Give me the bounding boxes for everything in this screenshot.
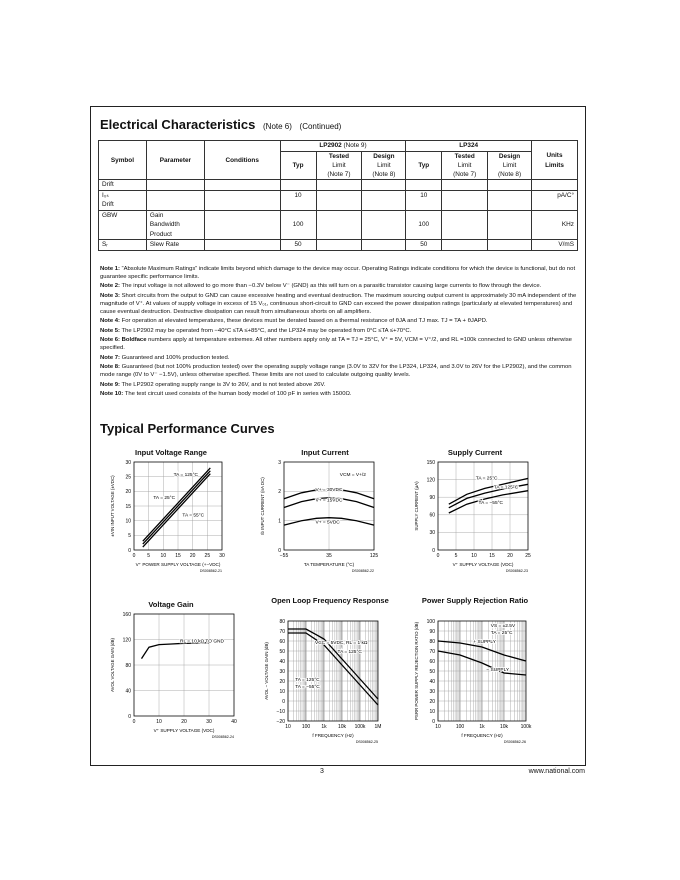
y-tick-label: 40	[429, 678, 435, 685]
y-tick-label: 1	[278, 518, 281, 525]
y-tick-label: 70	[429, 648, 435, 655]
x-tick-label: 10	[160, 553, 167, 559]
y-tick-label: 2	[278, 489, 281, 496]
cell-parameter: Bandwidth	[146, 220, 204, 230]
x-axis-label: V⁺ SUPPLY VOLTAGE (VDC)	[153, 728, 215, 733]
x-tick-label: 1M	[374, 724, 382, 730]
cell-parameter: Slew Rate	[146, 240, 204, 251]
y-tick-label: 30	[429, 530, 435, 537]
x-axis-label: f FREQUENCY (Hz)	[461, 733, 503, 738]
x-tick-label: 100k	[520, 724, 532, 730]
x-tick-label: 0	[132, 719, 136, 725]
ec-title-text: Electrical Characteristics	[100, 117, 256, 132]
x-tick-label: 10	[156, 719, 162, 725]
x-tick-label: 30	[206, 719, 212, 725]
y-tick-label: 50	[279, 648, 285, 655]
y-tick-label: 40	[279, 658, 285, 665]
plot-title: Voltage Gain	[148, 600, 194, 609]
x-axis-label: V⁺ POWER SUPPLY VOLTAGE (+−VDC)	[135, 562, 221, 567]
x-tick-label: 1k	[479, 724, 485, 730]
header-row-1	[99, 141, 578, 152]
x-tick-label: 100k	[354, 724, 366, 730]
supply-current-chart	[404, 455, 558, 584]
y-tick-label: 100	[426, 618, 435, 625]
y-tick-label: 80	[429, 638, 435, 645]
header-limit-4: Limit (Note 8)	[488, 161, 532, 180]
y-axis-label: Ib INPUT CURRENT (nA DC)	[260, 477, 265, 535]
x-tick-label: 25	[525, 553, 531, 559]
series-label: TA = −55°C	[478, 501, 503, 507]
header-tested-2: Tested	[442, 151, 488, 161]
x-tick-label: 0	[132, 553, 136, 559]
y-tick-label: 60	[429, 512, 435, 519]
series-label: − SUPPLY	[486, 668, 510, 673]
y-tick-label: 25	[125, 474, 131, 481]
open-loop-frequency-chart	[254, 614, 408, 755]
series-label: VS = ±2.5V	[490, 624, 516, 629]
series-label: TA = 125°C	[295, 678, 320, 683]
series-line	[143, 474, 211, 547]
table-row	[99, 230, 578, 240]
series-label: TA = −55°C	[295, 685, 320, 690]
header-typ-2: Typ	[406, 151, 442, 180]
header-design-1: Design	[362, 151, 406, 161]
table-row	[99, 210, 578, 220]
note-2: Note 2: The input voltage is not allowed to go more than −0.3V below V⁻ (GND) as this will turn on a parasitic transistor causing large currents to flow through the device.	[100, 283, 542, 290]
y-tick-label: 90	[429, 495, 435, 501]
x-tick-label: 5	[454, 553, 458, 559]
figure-code: DS008562-23	[505, 569, 528, 573]
plot-title: Power Supply Rejection Ratio	[421, 596, 529, 605]
y-tick-label: 15	[125, 503, 131, 510]
note-10: Note 10: The test circuit used consists of the human body model of 100 pF in series with 1500Ω.	[100, 391, 352, 398]
footer-url: www.national.com	[528, 768, 585, 775]
y-tick-label: 10	[279, 688, 285, 695]
x-tick-label: 10	[471, 553, 477, 559]
table-row	[99, 200, 578, 210]
header-limit-1: Limit (Note 7)	[316, 161, 362, 180]
series-label: V+ = 5VDC	[315, 520, 340, 526]
series-label: TA = 125°C	[173, 473, 198, 479]
y-axis-label: PSRR POWER SUPPLY REJECTION RATIO (dB)	[414, 621, 419, 721]
y-tick-label: 0	[282, 698, 285, 705]
y-tick-label: 120	[426, 477, 435, 484]
x-axis-label: V⁺ SUPPLY VOLTAGE (VDC)	[452, 562, 514, 567]
x-tick-label: 5	[147, 553, 151, 559]
y-axis-label: AVOL − VOLTAGE GAIN (dB)	[264, 642, 269, 700]
cell-symbol: GBW	[99, 210, 147, 220]
figure-code: DS008562-22	[351, 569, 374, 573]
figure-code: DS008562-26	[503, 740, 526, 744]
y-tick-label: 0	[278, 547, 281, 554]
y-tick-label: 0	[128, 713, 131, 720]
x-tick-label: 20	[507, 553, 513, 559]
y-tick-label: 50	[429, 668, 435, 675]
note-1: Note 1: “Absolute Maximum Ratings” indicate limits beyond which damage to the device may occur. Operating Ratings indicate conditions for which the device is functional, but do not guarantee specific performance limits.	[100, 266, 576, 280]
x-tick-label: 15	[489, 553, 495, 559]
note-7: Note 7: Guaranteed and 100% production tested.	[100, 354, 230, 361]
cell-typ: 50	[280, 240, 316, 251]
note-3: Note 3: Short circuits from the output to GND can cause excessive heating and eventual destruction. The maximum sourcing output current is approximately 30 mA independent of the magnitude of V⁺. At values of supply voltage in excess of 15 V₀₁, continuous short-circuit to GND can exceed the power dissipation ratings (particularly at elevated temperatures) and cause eventual destruction. Destructive dissipation can result from simultaneous shorts on all amplifiers.	[100, 292, 577, 315]
y-axis-label: ±VIN INPUT VOLTAGE (±VDC)	[110, 475, 115, 537]
y-tick-label: 60	[429, 658, 435, 665]
header-typ-1: Typ	[280, 151, 316, 180]
voltage-gain-chart	[104, 607, 264, 750]
x-tick-label: −55	[279, 553, 289, 559]
x-tick-label: 40	[231, 719, 237, 725]
y-tick-label: 20	[429, 698, 435, 705]
y-tick-label: 40	[125, 688, 131, 695]
figure-code: DS008562-25	[355, 740, 378, 744]
y-tick-label: 160	[122, 611, 131, 618]
plot-title: Input Voltage Range	[135, 448, 207, 457]
electrical-characteristics-table	[98, 140, 578, 251]
plot-title: Input Current	[301, 448, 349, 457]
cell-typ: 100	[280, 220, 316, 230]
cell-symbol: Drift	[99, 200, 147, 210]
y-tick-label: 5	[128, 533, 131, 540]
x-tick-label: 25	[204, 553, 211, 559]
x-tick-label: 125	[369, 553, 379, 559]
y-tick-label: 0	[432, 547, 435, 554]
y-tick-label: 150	[426, 459, 435, 466]
page-number: 3	[320, 768, 324, 775]
x-tick-label: 1k	[321, 724, 327, 730]
x-tick-label: 10	[435, 724, 441, 730]
cell-parameter: Product	[146, 230, 204, 240]
input-voltage-range-chart	[104, 455, 252, 584]
note-4: Note 4: For operation at elevated temperatures, these devices must be derated based on a thermal resistance of θJA and TJ max. TJ = TA + θJAPD.	[100, 318, 488, 325]
x-tick-label: 10	[285, 724, 291, 730]
y-tick-label: 30	[429, 688, 435, 695]
series-label: V+ = 30VDC	[315, 488, 343, 494]
series-label: TA = 125°C	[337, 650, 362, 655]
x-tick-label: 15	[175, 553, 181, 559]
y-tick-label: −20	[276, 718, 285, 725]
y-tick-label: 20	[125, 489, 131, 496]
y-tick-label: 80	[125, 662, 131, 669]
series-label: RL = 10 kΩ TO GND	[180, 639, 224, 645]
typical-performance-curves-title: Typical Performance Curves	[100, 421, 275, 436]
header-lp2902: LP2902 (Note 9)	[280, 141, 406, 152]
figure-code: DS008562-24	[211, 735, 234, 739]
x-tick-label: 100	[301, 724, 311, 730]
x-tick-label: 20	[189, 553, 196, 559]
y-tick-label: 60	[279, 638, 285, 645]
header-limit-3: Limit (Note 7)	[442, 161, 488, 180]
cell-typ: 10	[406, 190, 442, 200]
series-line	[143, 471, 211, 544]
cell-typ: 100	[406, 220, 442, 230]
y-tick-label: 10	[429, 708, 435, 715]
cell-symbol: I₀ₛ	[99, 190, 147, 200]
y-tick-label: 3	[278, 459, 281, 466]
input-current-chart	[254, 455, 404, 584]
header-conditions: Conditions	[204, 141, 280, 180]
series-label: TA = 25°C	[490, 631, 513, 636]
header-limit-2: Limit (Note 8)	[362, 161, 406, 180]
x-axis-label: f FREQUENCY (Hz)	[312, 733, 354, 738]
cell-symbol: Sᵣ	[99, 240, 147, 251]
psrr-chart	[404, 614, 556, 755]
x-tick-label: 100	[455, 724, 465, 730]
ec-continued: (Continued)	[299, 122, 342, 131]
cell-typ: 10	[280, 190, 316, 200]
header-parameter: Parameter	[146, 141, 204, 180]
y-tick-label: 70	[279, 628, 285, 635]
y-tick-label: 120	[122, 637, 131, 644]
y-tick-label: 30	[279, 668, 285, 675]
x-tick-label: 0	[436, 553, 440, 559]
y-tick-label: 20	[279, 678, 285, 685]
series-label: TA = 55°C	[182, 513, 205, 519]
cell-parameter: Gain	[146, 210, 204, 220]
x-tick-label: 10k	[499, 724, 509, 730]
x-tick-label: 35	[326, 553, 332, 559]
y-tick-label: 0	[128, 547, 131, 554]
cell-symbol: Drift	[99, 180, 147, 191]
series-label: TA = 25°C	[475, 476, 498, 482]
series-line	[143, 468, 211, 541]
header-symbol: Symbol	[99, 141, 147, 180]
x-axis-label: TA TEMPERATURE (°C)	[303, 562, 355, 567]
note-6: Note 6: Boldface numbers apply at temperature extremes. All other numbers apply only at TA = TJ = 25°C, V⁺ = 5V, VCM = V⁺/2, and RL =100k connected to GND unless otherwise specified.	[100, 337, 572, 352]
table-row	[99, 190, 578, 200]
y-tick-label: 80	[279, 618, 285, 625]
header-limits: Limits	[532, 161, 578, 180]
note-8: Note 8: Guaranteed (but not 100% production tested) over the operating supply voltage range (3.0V to 32V for the LP324, LP324, and 3.0V to 26V for the LP2902), and the common mode range (0V to V⁻ −1.5V), unless otherwise specified. These limits are not used to calculate outgoing quality levels.	[100, 364, 572, 379]
header-units-blank	[532, 141, 578, 152]
plot-title: Open Loop Frequency Response	[271, 596, 389, 605]
cell-typ: 50	[406, 240, 442, 251]
series-label: V+ = 15VDC	[315, 498, 343, 504]
header-design-2: Design	[488, 151, 532, 161]
electrical-characteristics-title	[100, 117, 341, 132]
figure-code: DS008562-21	[199, 569, 222, 573]
cell-units: pA/C°	[532, 190, 578, 200]
table-row	[99, 240, 578, 251]
cell-units: KHz	[532, 220, 578, 230]
series-line	[142, 643, 210, 659]
series-label: VCM = V+/2	[339, 473, 366, 479]
table-row	[99, 180, 578, 191]
note-5: Note 5: The LP2902 may be operated from −40°C ≤TA ≤+85°C, and the LP324 may be operated from 0°C ≤TA ≤+70°C.	[100, 327, 412, 334]
y-axis-label: AVOL VOLTAGE GAIN (dB)	[110, 638, 115, 692]
x-tick-label: 10k	[337, 724, 347, 730]
notes-section	[100, 266, 580, 401]
series-label: VCC = 5VDC, RL = 1 kΩ	[315, 641, 368, 646]
y-tick-label: 30	[125, 459, 131, 466]
x-tick-label: 20	[181, 719, 187, 725]
y-axis-label: SUPPLY CURRENT (μA)	[414, 481, 419, 531]
note-9: Note 9: The LP2902 operating supply range is 3V to 26V, and is not tested above 26V.	[100, 381, 326, 388]
table-row	[99, 220, 578, 230]
ec-note-ref: (Note 6)	[263, 122, 292, 131]
header-units: Units	[532, 151, 578, 161]
x-tick-label: 30	[219, 553, 225, 559]
y-tick-label: 10	[125, 518, 131, 525]
series-label: + SUPPLY	[473, 640, 496, 645]
series-label: TA = 125°C	[493, 485, 519, 491]
series-label: TA = 25°C	[153, 495, 176, 501]
cell-units: V/mS	[532, 240, 578, 251]
plot-title: Supply Current	[447, 448, 503, 457]
header-lp324: LP324	[406, 141, 532, 152]
y-tick-label: 90	[429, 628, 435, 635]
header-tested-1: Tested	[316, 151, 362, 161]
y-tick-label: 0	[432, 718, 435, 725]
y-tick-label: −10	[276, 708, 285, 715]
